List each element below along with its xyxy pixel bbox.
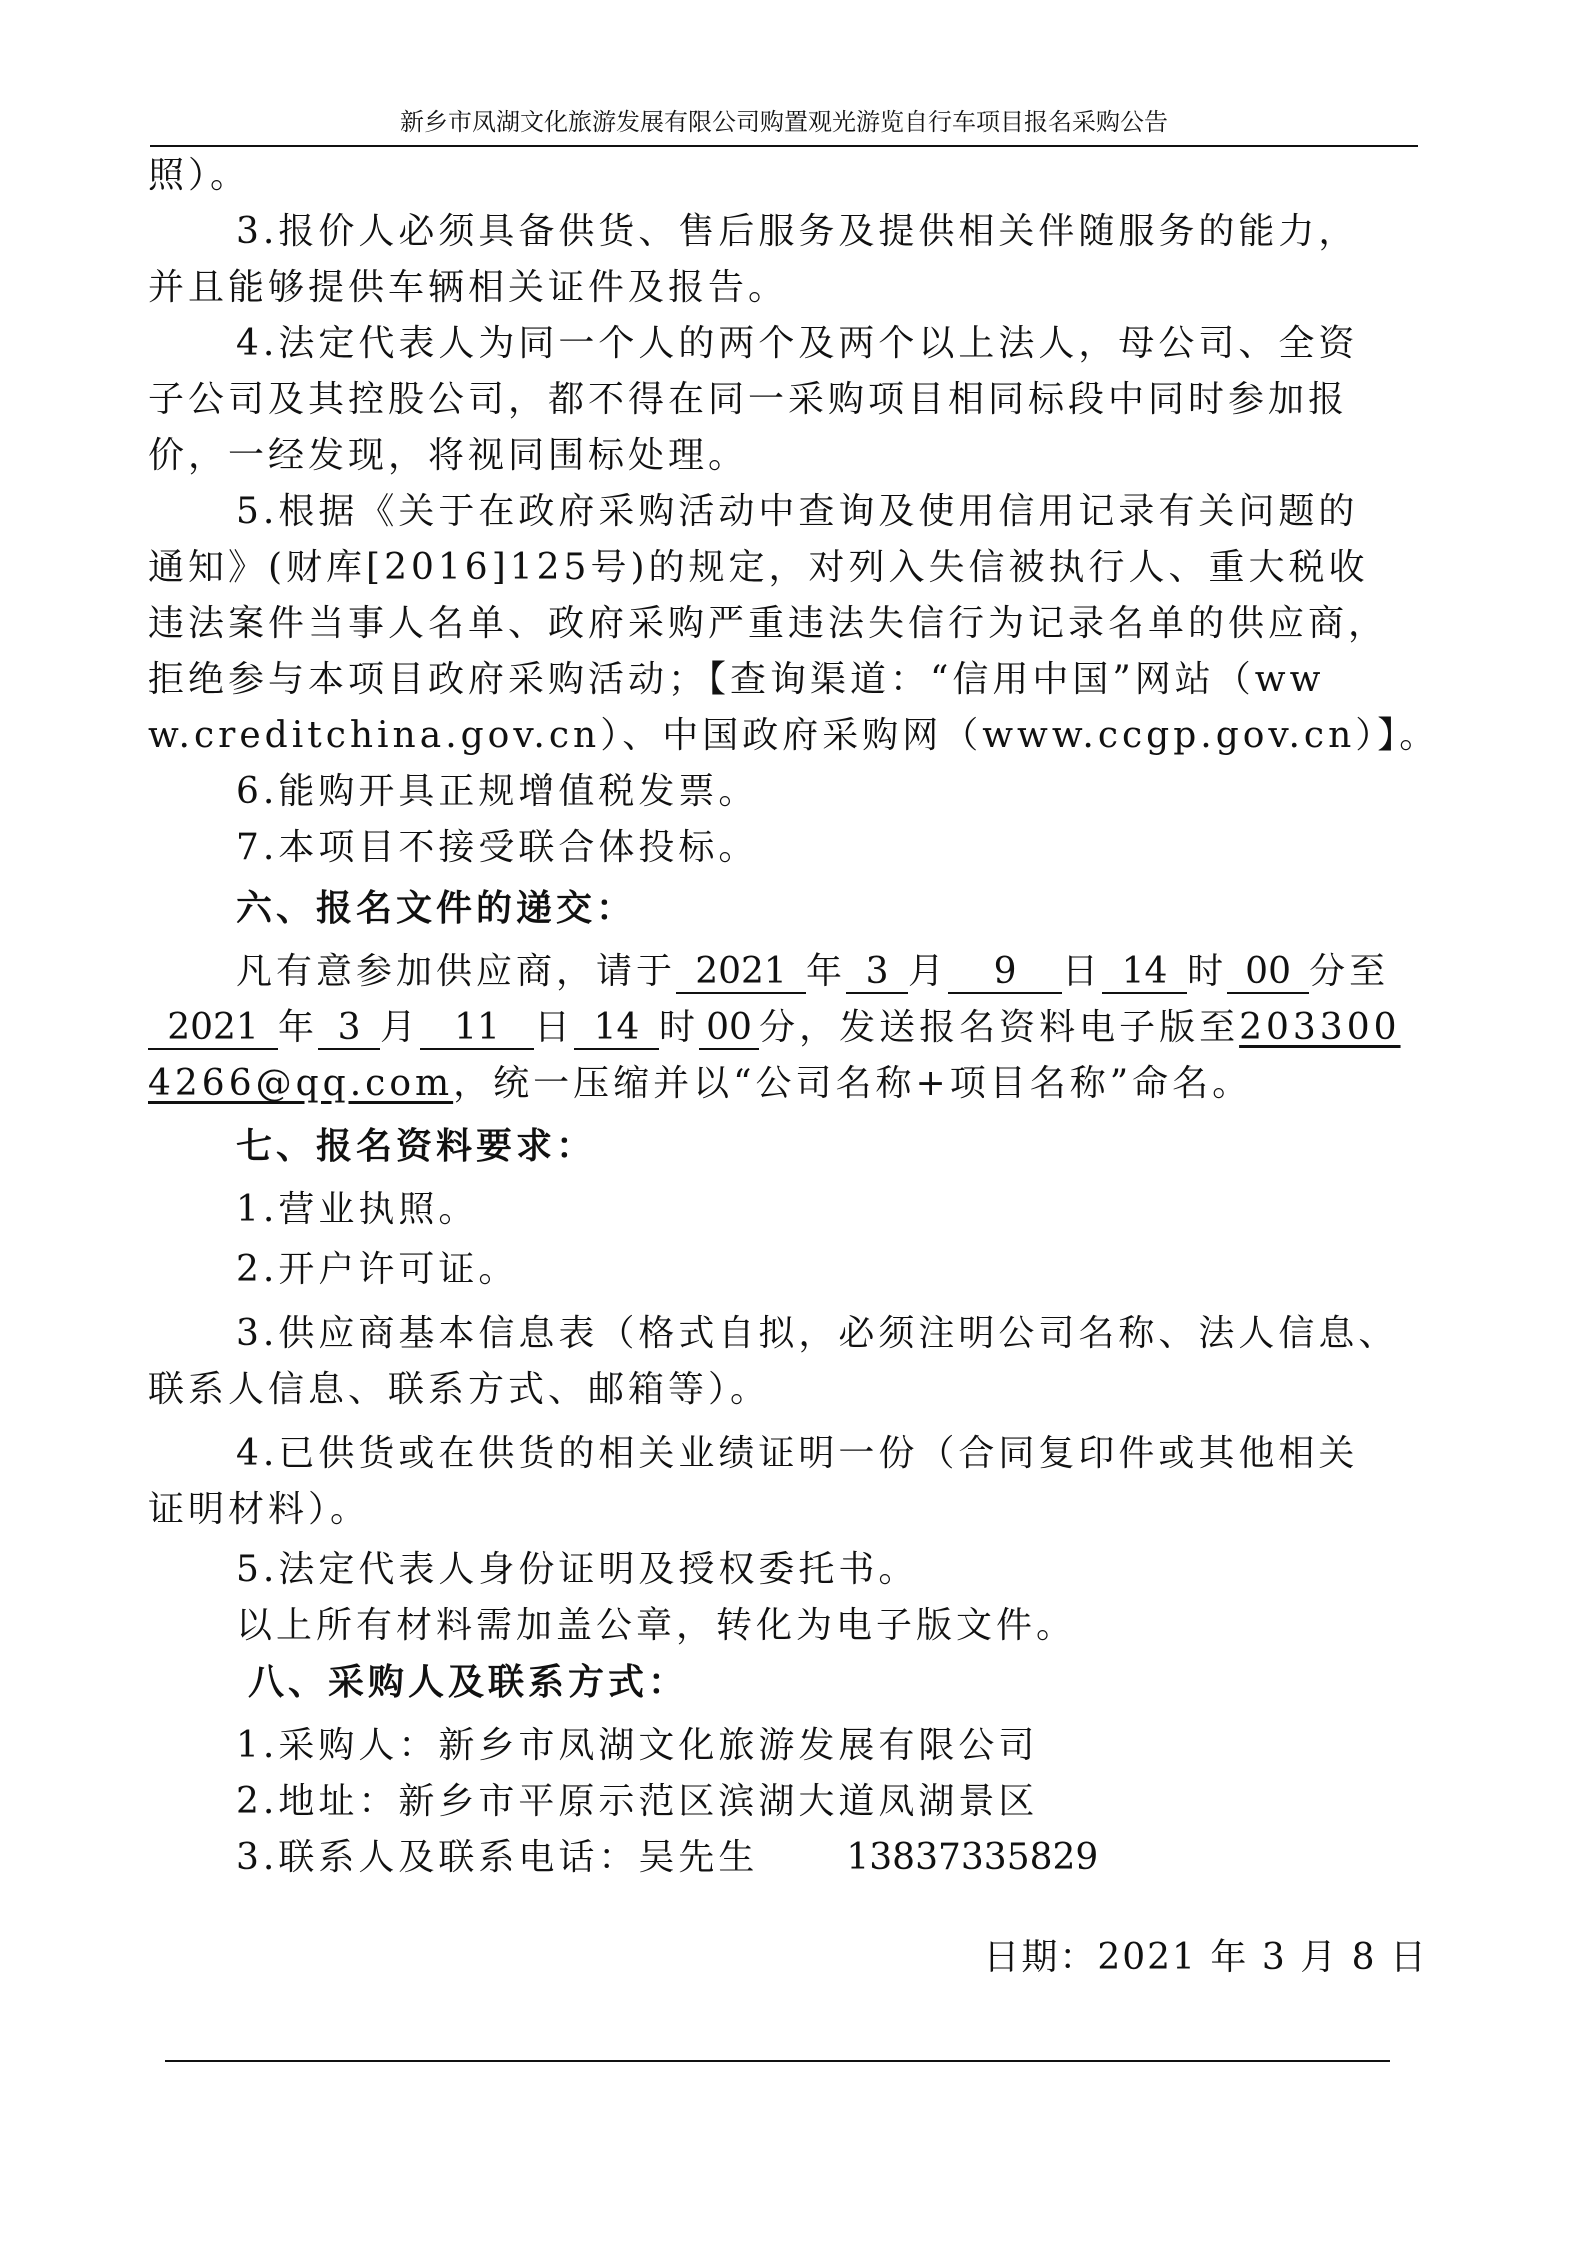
section6-heading: 六、报名文件的递交： <box>236 887 637 929</box>
email-link-part2[interactable]: 4266@qq.com <box>148 1063 454 1104</box>
end-year-field: 2021 <box>148 1008 278 1050</box>
qualification-item-4-cont2: 价，一经发现，将视同围标处理。 <box>148 435 749 476</box>
submission-intro: 凡有意参加供应商，请于 <box>236 951 677 992</box>
unit-minute: 分 <box>1309 951 1350 992</box>
start-day-field: 9 <box>948 952 1062 994</box>
continuation-line: 照）。 <box>148 155 251 196</box>
start-month-field: 3 <box>846 952 908 994</box>
end-day-field: 11 <box>420 1008 534 1050</box>
unit-hour: 时 <box>1187 951 1228 992</box>
announcement-date: 日期：2021 年 3 月 8 日 <box>983 1937 1428 1978</box>
purchaser-line: 1.采购人：新乡市凤湖文化旅游发展有限公司 <box>236 1725 1039 1766</box>
submission-naming-line <box>148 1056 1448 1112</box>
unit-day: 日 <box>534 1007 575 1048</box>
unit-hour: 时 <box>659 1007 700 1048</box>
qualification-item-5-cont: 通知》(财库[2016]125号)的规定，对列入失信被执行人、重大税收 <box>148 547 1369 588</box>
contact-line <box>148 1830 1448 1886</box>
qualification-item-5-cont3: 拒绝参与本项目政府采购活动；【查询渠道：“信用中国”网站（ww <box>148 659 1325 700</box>
submission-end-line <box>148 1000 1448 1056</box>
material-item-3: 3.供应商基本信息表（格式自拟，必须注明公司名称、法人信息、 <box>236 1313 1399 1354</box>
qualification-item-4-cont: 子公司及其控股公司，都不得在同一采购项目相同标段中同时参加报 <box>148 379 1349 420</box>
unit-year: 年 <box>278 1007 319 1048</box>
qualification-item-7: 7.本项目不接受联合体投标。 <box>236 827 759 868</box>
qualification-item-4: 4.法定代表人为同一个人的两个及两个以上法人，母公司、全资 <box>236 323 1359 364</box>
unit-day: 日 <box>1062 951 1103 992</box>
start-minute-field: 00 <box>1227 952 1309 994</box>
section8-heading: 八、采购人及联系方式： <box>248 1661 689 1703</box>
material-item-5: 5.法定代表人身份证明及授权委托书。 <box>236 1549 919 1590</box>
to-word: 至 <box>1349 951 1390 992</box>
qualification-item-5-cont4: w.creditchina.gov.cn）、中国政府采购网（www.ccgp.gov.cn）】。 <box>148 715 1440 756</box>
page-header: 新乡市凤湖文化旅游发展有限公司购置观光游览自行车项目报名采购公告 <box>400 108 1168 136</box>
contact-person: 3.联系人及联系电话：吴先生 <box>236 1837 759 1878</box>
footer-rule <box>165 2060 1390 2062</box>
qualification-item-5-cont2: 违法案件当事人名单、政府采购严重违法失信行为记录名单的供应商， <box>148 603 1389 644</box>
unit-minute: 分 <box>759 1007 800 1048</box>
start-hour-field: 14 <box>1102 952 1187 994</box>
qualification-item-5: 5.根据《关于在政府采购活动中查询及使用信用记录有关问题的 <box>236 491 1359 532</box>
end-month-field: 3 <box>318 1008 380 1050</box>
end-minute-field: 00 <box>699 1008 759 1050</box>
material-item-1: 1.营业执照。 <box>236 1189 479 1230</box>
qualification-item-3: 3.报价人必须具备供货、售后服务及提供相关伴随服务的能力， <box>236 211 1359 252</box>
naming-rule: ，统一压缩并以“公司名称+项目名称”命名。 <box>453 1063 1253 1104</box>
start-year-field: 2021 <box>676 952 806 994</box>
send-text: ，发送报名资料电子版至 <box>799 1007 1240 1048</box>
materials-note: 以上所有材料需加盖公章，转化为电子版文件。 <box>236 1605 1077 1646</box>
header-rule <box>150 145 1418 147</box>
document-body <box>148 148 1448 1886</box>
contact-phone: 13837335829 <box>846 1837 1099 1878</box>
material-item-4: 4.已供货或在供货的相关业绩证明一份（合同复印件或其他相关 <box>236 1433 1359 1474</box>
material-item-3-cont: 联系人信息、联系方式、邮箱等）。 <box>148 1369 771 1410</box>
unit-month: 月 <box>908 951 949 992</box>
qualification-item-6: 6.能购开具正规增值税发票。 <box>236 771 759 812</box>
email-link-part1[interactable]: 203300 <box>1239 1007 1401 1048</box>
submission-time-line <box>148 944 1448 1000</box>
end-hour-field: 14 <box>574 1008 659 1050</box>
qualification-item-3-cont: 并且能够提供车辆相关证件及报告。 <box>148 267 789 308</box>
material-item-4-cont: 证明材料）。 <box>148 1489 371 1530</box>
unit-year: 年 <box>806 951 847 992</box>
material-item-2: 2.开户许可证。 <box>236 1249 519 1290</box>
unit-month: 月 <box>380 1007 421 1048</box>
address-line: 2.地址：新乡市平原示范区滨湖大道凤湖景区 <box>236 1781 1039 1822</box>
section7-heading: 七、报名资料要求： <box>236 1125 597 1167</box>
